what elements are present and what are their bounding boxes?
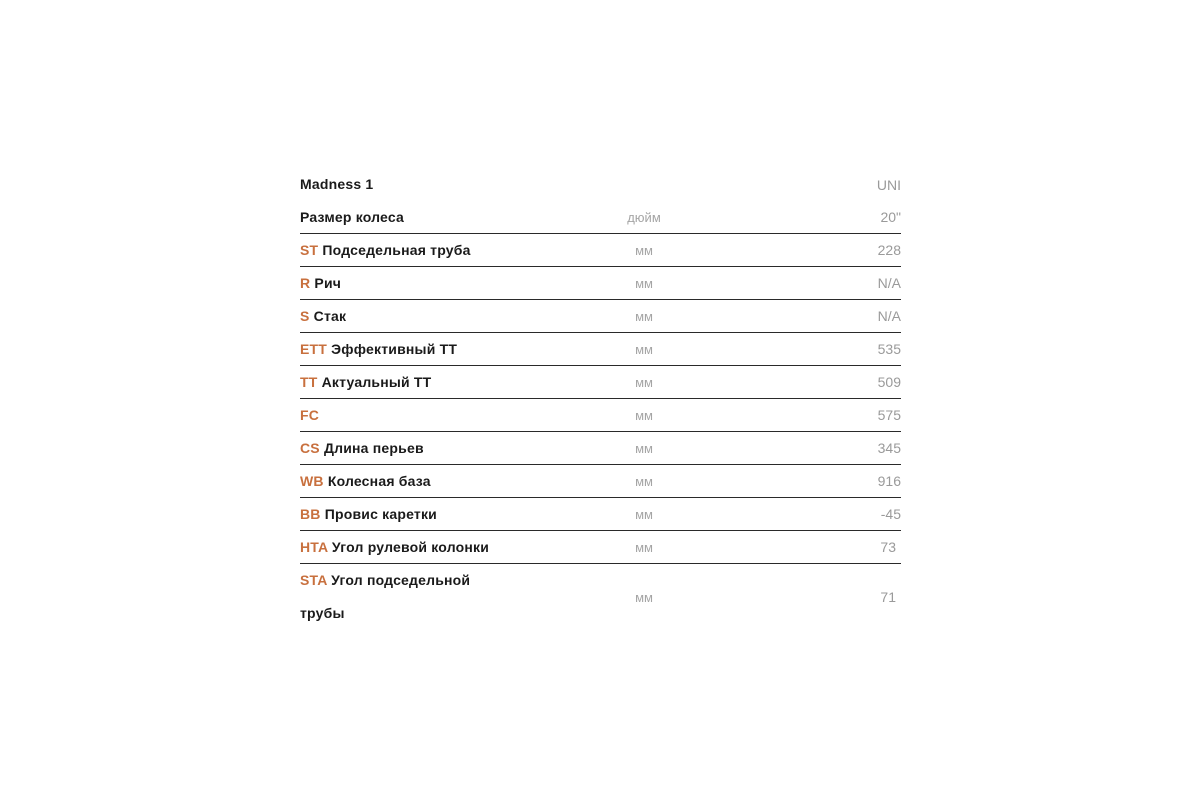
row-value: N/A [877, 308, 901, 324]
table-row [300, 366, 901, 399]
row-code: WB [300, 472, 324, 489]
row-label: Провис каретки [324, 505, 437, 522]
row-code: CS [300, 439, 320, 456]
row-unit: мм [635, 341, 653, 357]
row-unit: мм [635, 506, 653, 522]
row-code: R [300, 274, 311, 291]
row-label: Актуальный ТТ [321, 373, 432, 390]
row-unit: мм [635, 308, 653, 324]
row-label: Рич [314, 274, 342, 291]
row-unit: мм [635, 440, 653, 456]
row-value: 509 [877, 374, 901, 390]
row-value: 345 [877, 440, 901, 456]
row-value: -45 [880, 506, 901, 522]
size-label: UNI [876, 176, 901, 193]
row-code: HTA [300, 538, 328, 555]
row-value: 916 [877, 473, 901, 489]
wheel-size-unit: дюйм [627, 209, 661, 225]
table-row [300, 300, 901, 333]
row-code: STA [300, 572, 328, 588]
table-row [300, 531, 901, 564]
row-value: N/A [877, 275, 901, 291]
row-label: Угол подседельной [331, 572, 471, 588]
row-label: Подседельная труба [322, 241, 471, 258]
table-row [300, 498, 901, 531]
wheel-size-value: 20" [880, 209, 901, 225]
row-label: Эффективный ТТ [331, 340, 458, 357]
row-label: Стак [313, 307, 347, 324]
row-value: 71 [880, 589, 896, 605]
row-label: Угол рулевой колонки [331, 538, 490, 555]
row-code: TT [300, 373, 318, 390]
row-value: 535 [877, 341, 901, 357]
row-unit: мм [635, 407, 653, 423]
table-row [300, 333, 901, 366]
row-label-continued: трубы [300, 605, 345, 621]
row-label: Длина перьев [323, 439, 424, 456]
wheel-size-row [300, 201, 901, 234]
table-row [300, 399, 901, 432]
row-value: 575 [877, 407, 901, 423]
row-code: FC [300, 406, 320, 423]
table-row [300, 465, 901, 498]
row-code: ETT [300, 340, 328, 357]
row-value: 228 [877, 242, 901, 258]
row-unit: мм [635, 275, 653, 291]
table-row [300, 234, 901, 267]
row-code: S [300, 307, 310, 324]
table-row [300, 564, 901, 630]
model-title: Madness 1 [300, 176, 374, 192]
table-row [300, 432, 901, 465]
row-unit: мм [635, 242, 653, 258]
row-unit: мм [635, 473, 653, 489]
row-unit: мм [635, 374, 653, 390]
table-row [300, 267, 901, 300]
row-value: 73 [880, 539, 896, 555]
geometry-table [300, 168, 901, 630]
wheel-size-label: Размер колеса [300, 208, 404, 225]
row-unit: мм [635, 589, 653, 605]
row-code: BB [300, 505, 321, 522]
table-header-row [300, 168, 901, 201]
row-label: Колесная база [327, 472, 431, 489]
row-code: ST [300, 241, 319, 258]
row-unit: мм [635, 539, 653, 555]
